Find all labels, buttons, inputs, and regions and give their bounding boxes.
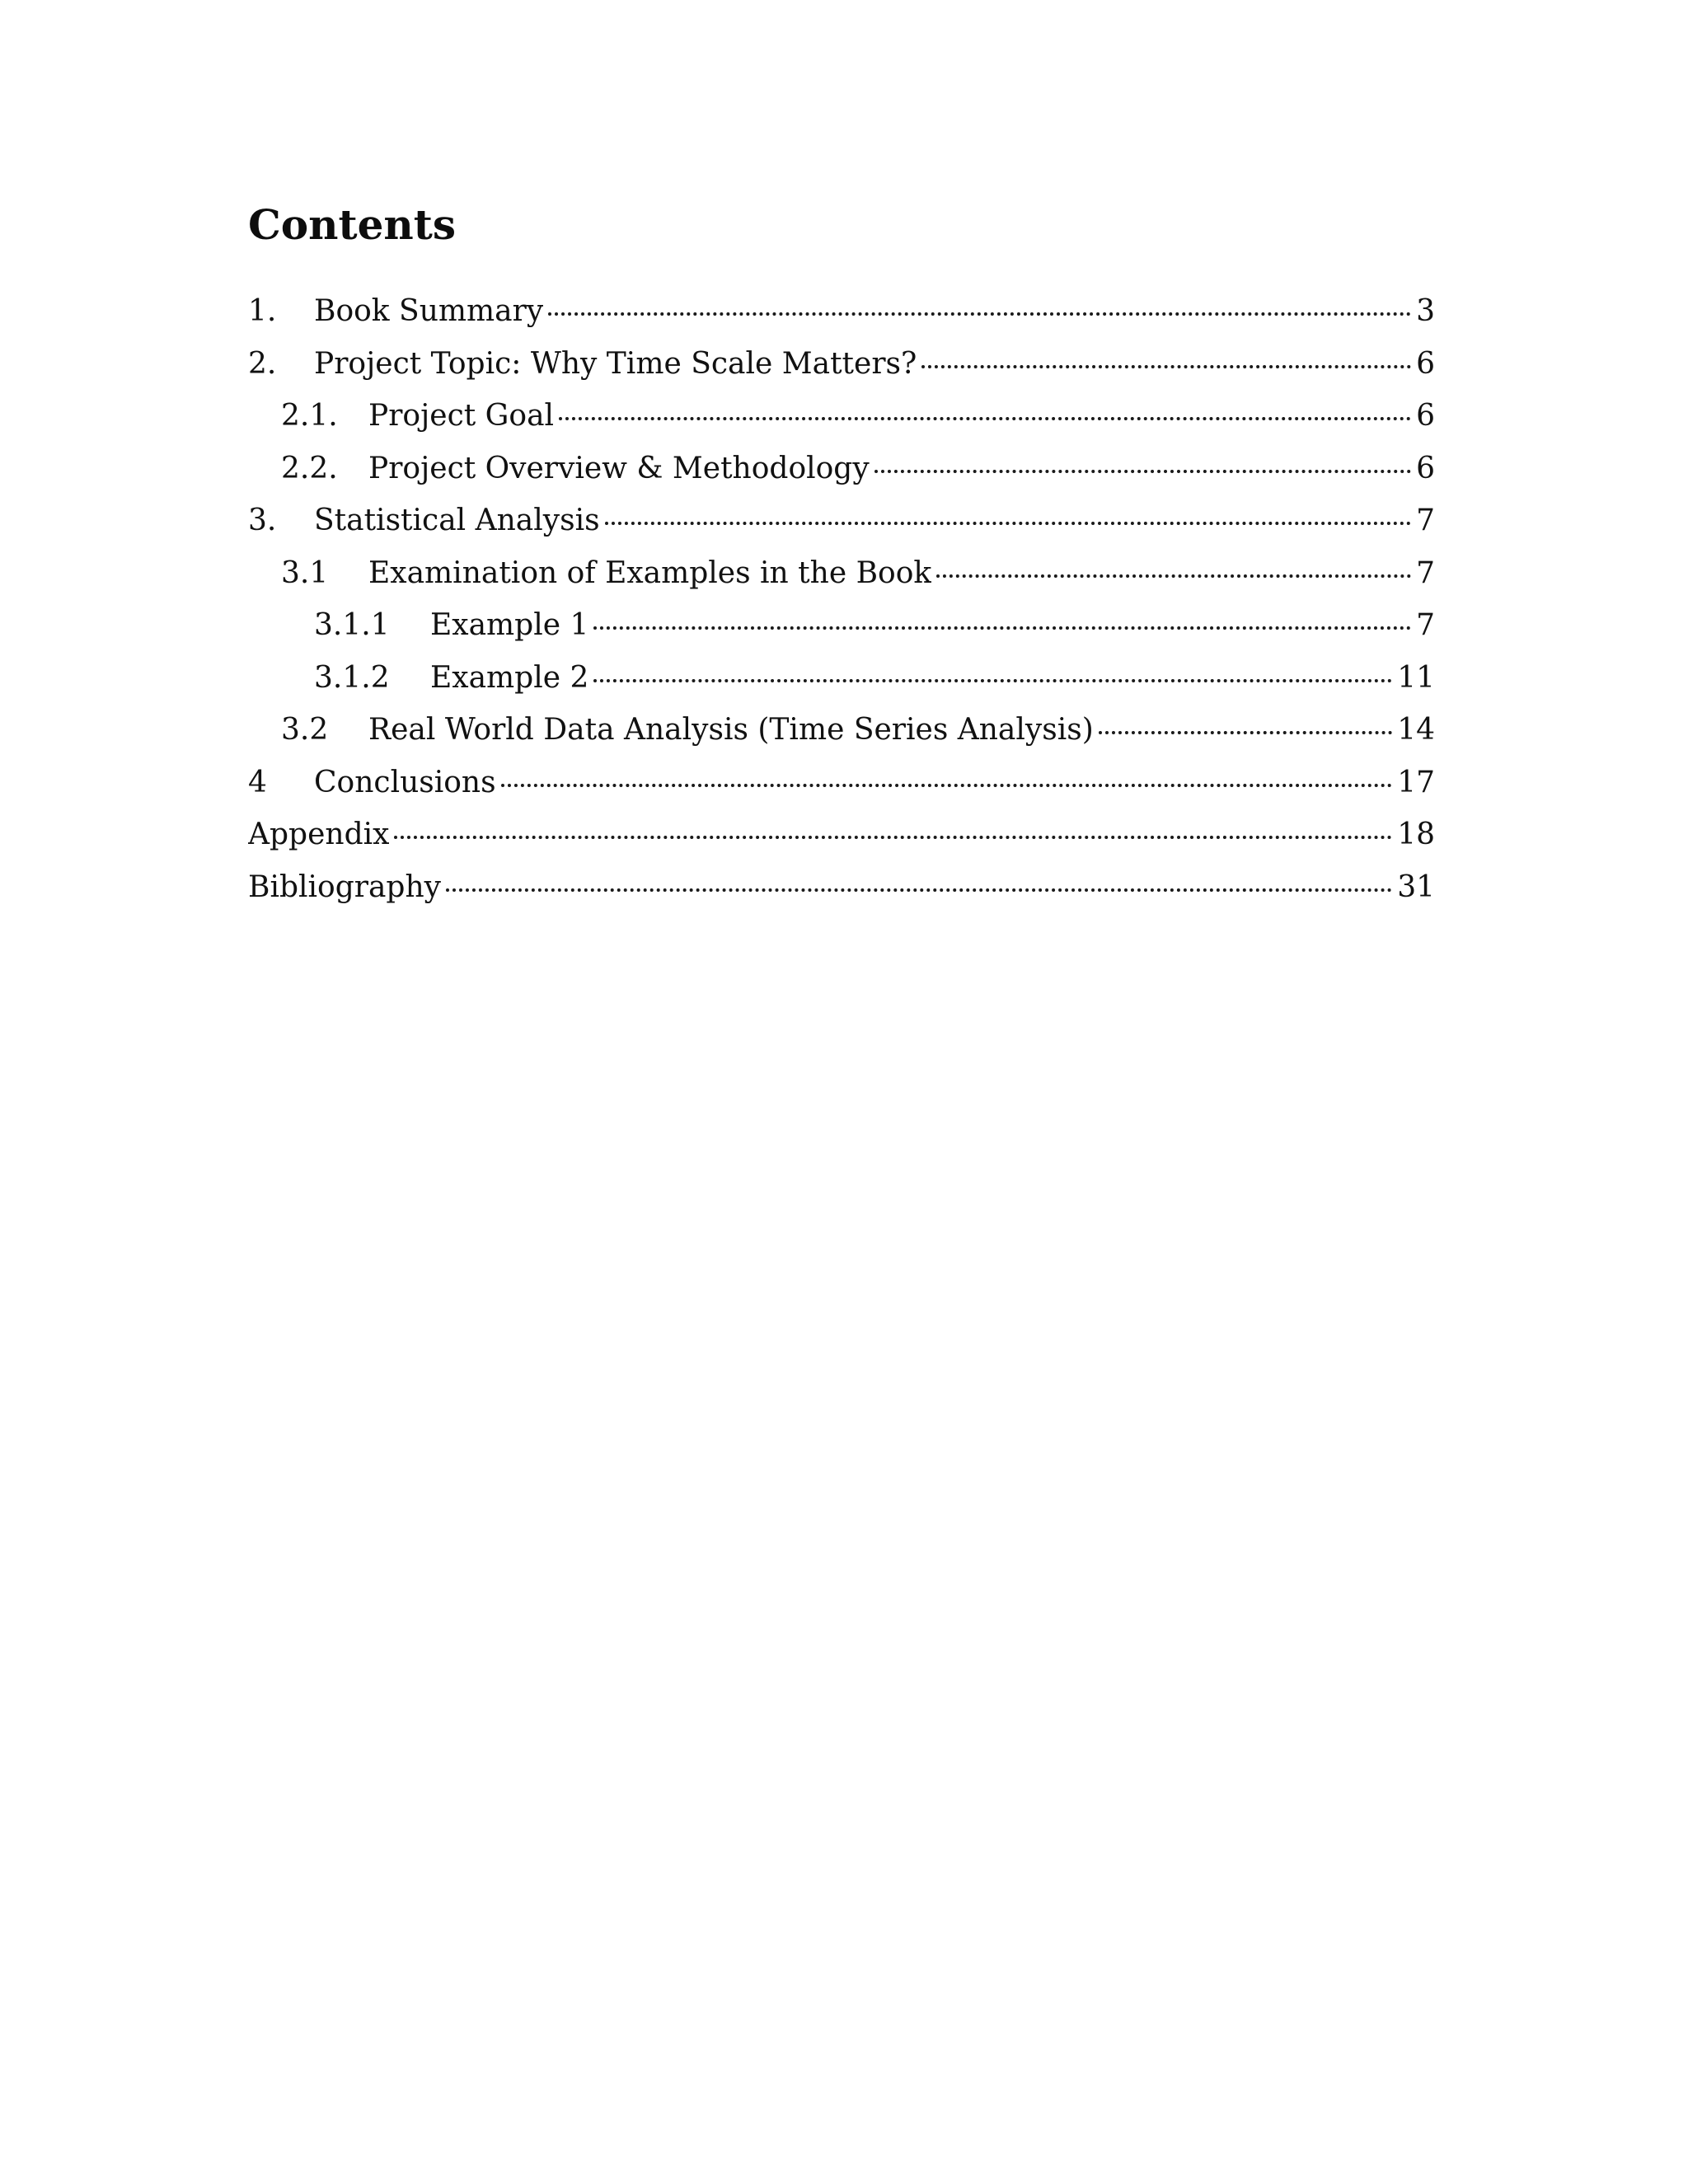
toc-entry-page: 7 xyxy=(1416,504,1435,537)
toc-entry-title: Conclusions xyxy=(314,765,496,799)
toc-heading: Contents xyxy=(248,200,457,249)
toc-list xyxy=(248,285,1435,913)
toc-entry-page: 7 xyxy=(1416,608,1435,642)
toc-entry-title: Book Summary xyxy=(314,294,544,328)
dot-leader xyxy=(936,574,1411,578)
toc-entry-bibliography[interactable] xyxy=(248,861,1435,914)
toc-entry-examination-of-examples[interactable] xyxy=(248,547,1435,600)
toc-entry-title: Project Overview & Methodology xyxy=(368,451,870,485)
dot-leader xyxy=(548,312,1411,316)
toc-entry-number: 3.1 xyxy=(281,555,329,590)
toc-entry-page: 7 xyxy=(1416,555,1435,590)
toc-entry-title: Bibliography xyxy=(248,869,441,904)
toc-entry-real-world-data-analysis[interactable] xyxy=(248,704,1435,757)
toc-entry-appendix[interactable] xyxy=(248,808,1435,861)
toc-entry-number: 3. xyxy=(248,504,277,537)
toc-entry-number: 4 xyxy=(248,765,267,799)
dot-leader xyxy=(593,626,1411,630)
dot-leader xyxy=(593,679,1392,682)
toc-entry-page: 17 xyxy=(1397,765,1435,799)
dot-leader xyxy=(1099,731,1392,734)
dot-leader xyxy=(874,470,1411,473)
toc-entry-number: 2.1. xyxy=(281,399,338,433)
toc-entry-title: Statistical Analysis xyxy=(314,504,600,537)
toc-entry-project-topic[interactable] xyxy=(248,338,1435,391)
dot-leader xyxy=(501,784,1393,787)
toc-entry-number: 3.1.1 xyxy=(314,608,390,642)
toc-entry-number: 2.2. xyxy=(281,451,338,485)
toc-entry-example-1[interactable] xyxy=(248,599,1435,652)
table-of-contents xyxy=(248,196,1435,913)
toc-entry-title: Examination of Examples in the Book xyxy=(368,555,932,590)
dot-leader xyxy=(605,522,1412,525)
toc-entry-page: 6 xyxy=(1416,399,1435,433)
dot-leader xyxy=(394,836,1392,839)
dot-leader xyxy=(921,365,1411,368)
toc-entry-example-2[interactable] xyxy=(248,652,1435,705)
toc-entry-title: Project Topic: Why Time Scale Matters? xyxy=(314,346,917,381)
toc-entry-page: 11 xyxy=(1397,660,1435,695)
toc-entry-book-summary[interactable] xyxy=(248,285,1435,338)
toc-entry-statistical-analysis[interactable] xyxy=(248,494,1435,547)
toc-entry-page: 3 xyxy=(1416,294,1435,328)
toc-entry-page: 14 xyxy=(1397,713,1435,747)
toc-entry-project-goal[interactable] xyxy=(248,390,1435,443)
toc-entry-conclusions[interactable] xyxy=(248,757,1435,809)
toc-entry-number: 3.2 xyxy=(281,713,329,747)
toc-entry-page: 6 xyxy=(1416,451,1435,485)
toc-entry-number: 2. xyxy=(248,346,277,381)
toc-entry-page: 31 xyxy=(1397,869,1435,904)
dot-leader xyxy=(446,888,1392,892)
toc-entry-number: 3.1.2 xyxy=(314,660,390,695)
toc-entry-title: Appendix xyxy=(248,818,390,851)
toc-entry-title: Project Goal xyxy=(368,399,555,433)
toc-entry-project-overview[interactable] xyxy=(248,443,1435,495)
toc-entry-page: 18 xyxy=(1397,818,1435,851)
dot-leader xyxy=(559,417,1411,420)
toc-entry-page: 6 xyxy=(1416,346,1435,381)
toc-entry-title: Example 2 xyxy=(430,660,589,695)
toc-entry-title: Real World Data Analysis (Time Series Analysis) xyxy=(368,713,1094,747)
toc-entry-title: Example 1 xyxy=(430,608,589,642)
toc-entry-number: 1. xyxy=(248,294,277,328)
